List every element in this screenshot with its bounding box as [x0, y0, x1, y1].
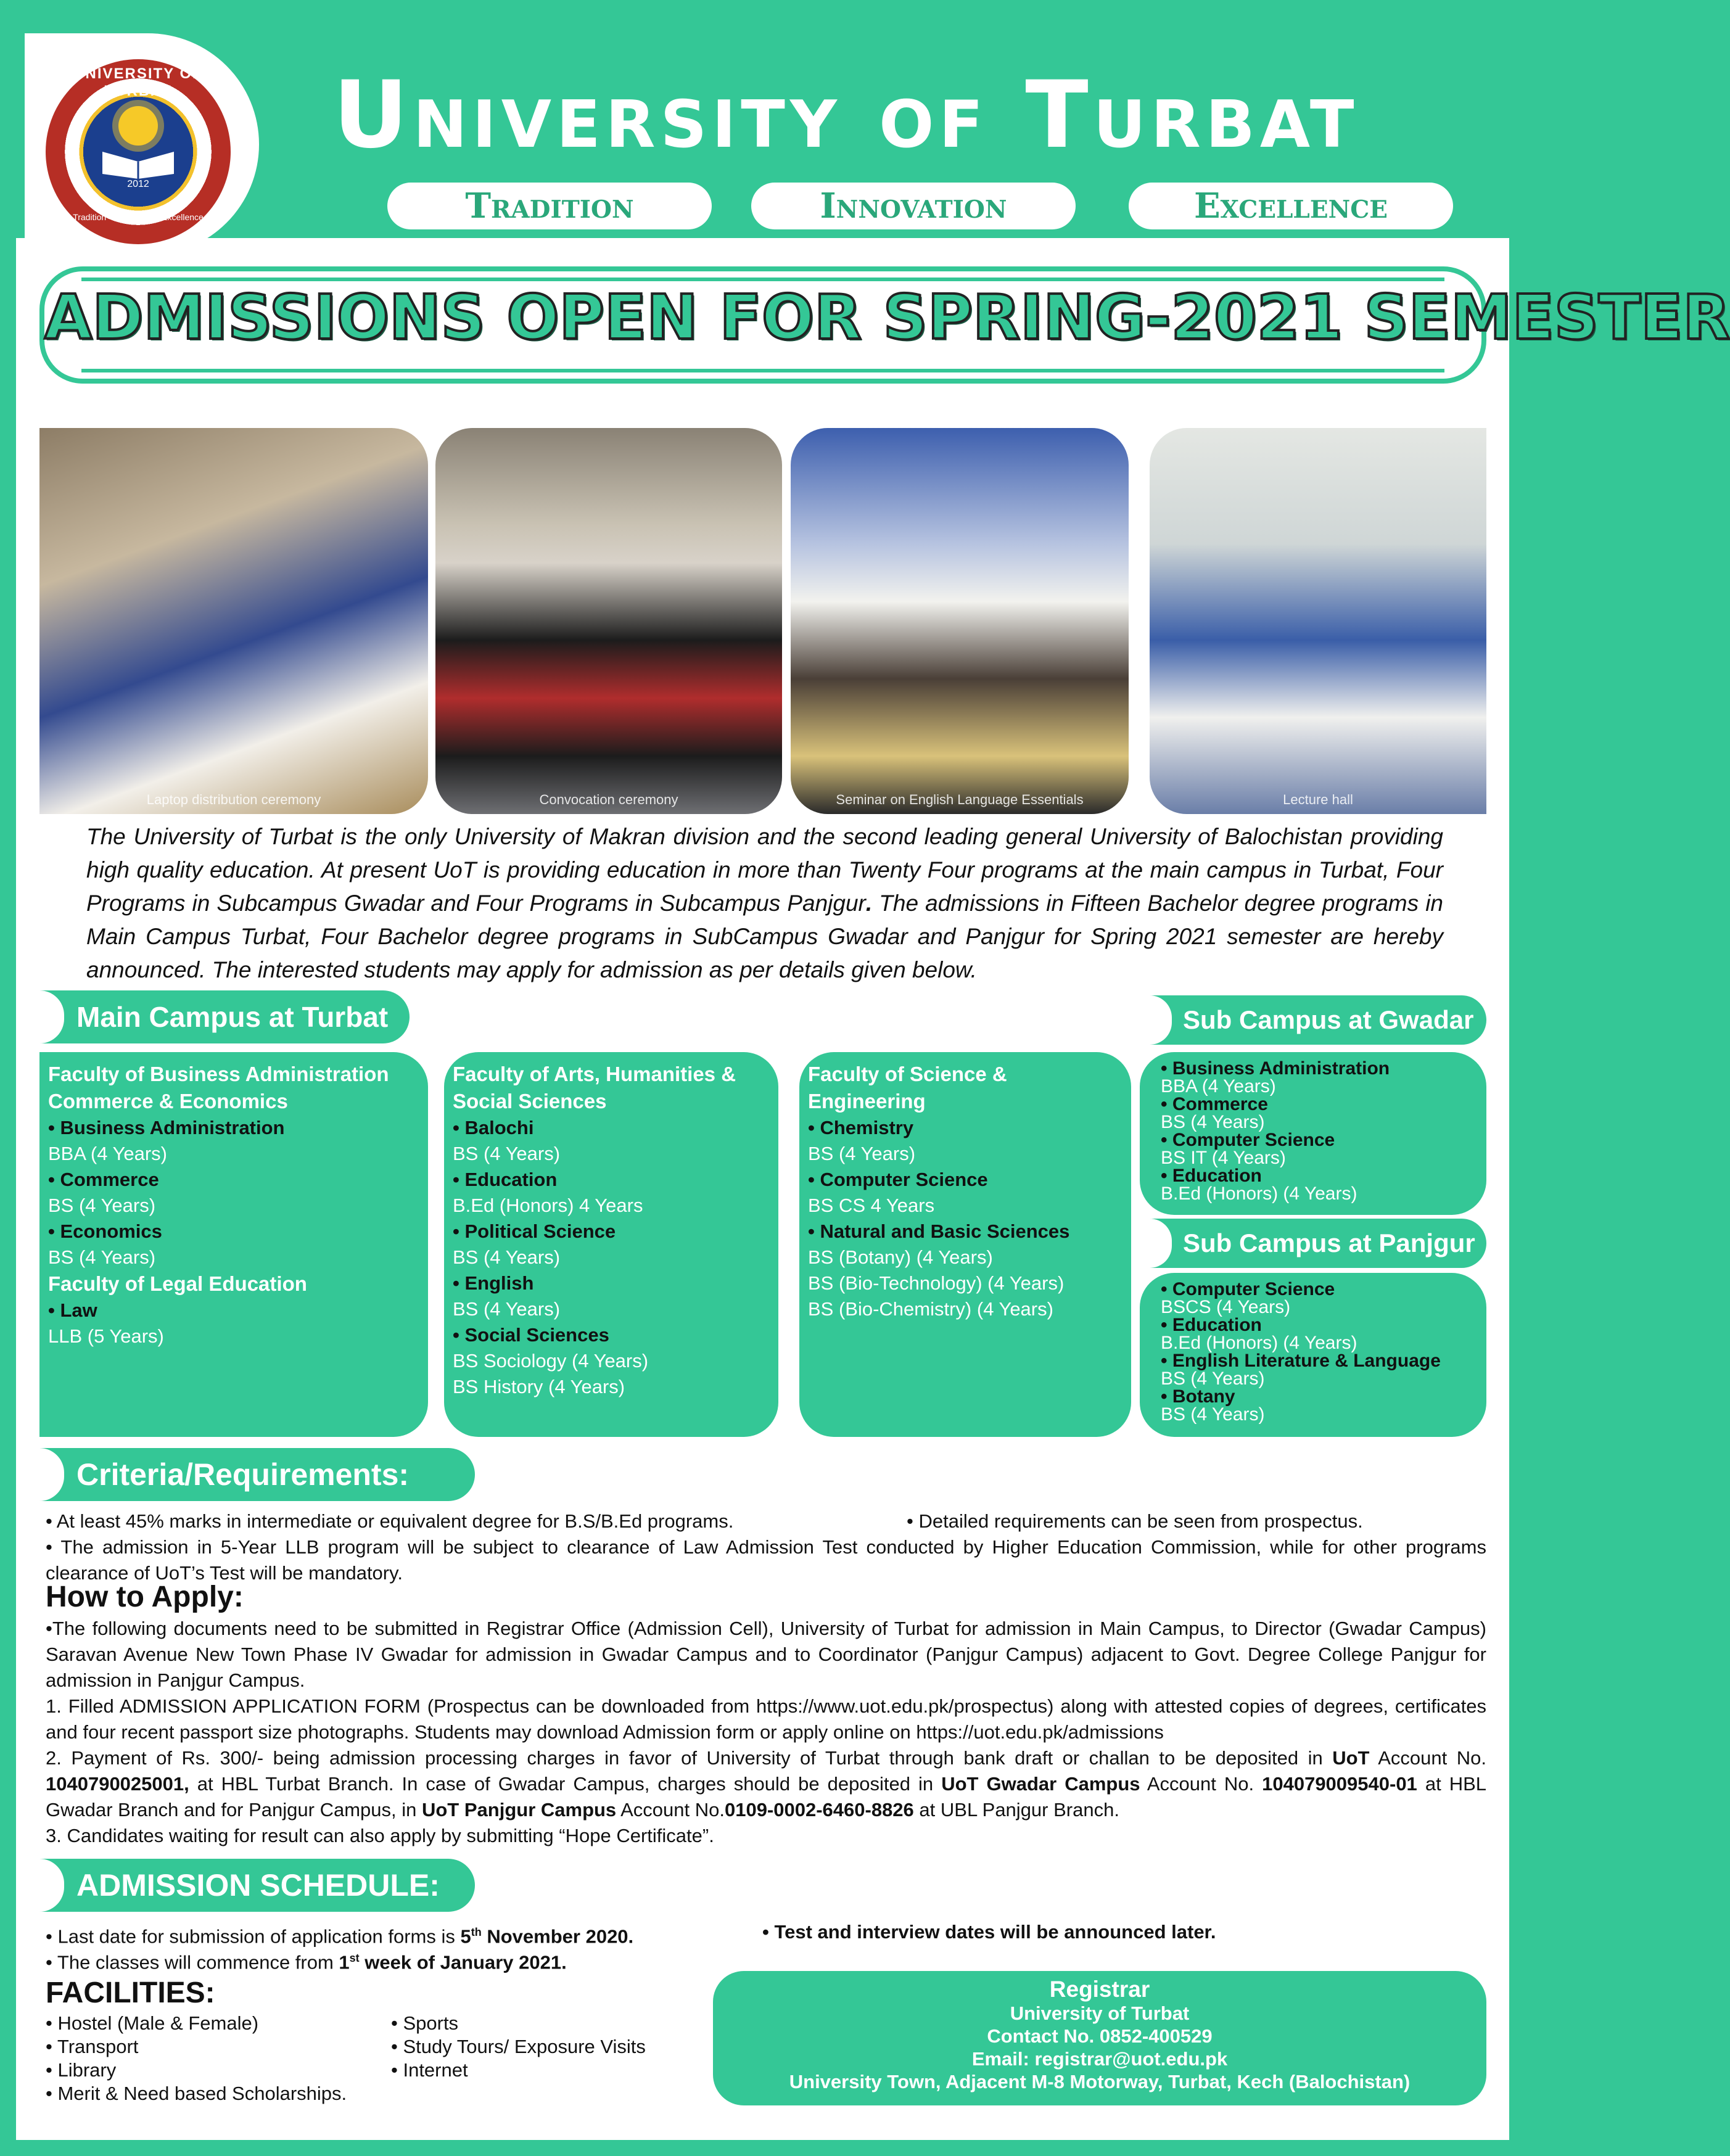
photo-caption: Seminar on English Language Essentials: [836, 792, 1084, 807]
step2-text: Account No.: [1140, 1773, 1262, 1795]
degree-duration: BS IT (4 Years): [1161, 1148, 1286, 1168]
photo-lecture-hall: [1150, 428, 1486, 814]
faculty-title: Faculty of Science & Engineering: [808, 1063, 1007, 1113]
program-name: • English Literature & Language: [1161, 1351, 1441, 1371]
photo-caption: Convocation ceremony: [539, 792, 678, 807]
program-name: • Political Science: [453, 1220, 616, 1242]
degree-duration: BS (4 Years): [1161, 1404, 1265, 1425]
degree-duration: BSCS (4 Years): [1161, 1297, 1291, 1317]
criteria-heading: [39, 1448, 475, 1501]
sun-icon: [118, 106, 158, 146]
photo-caption: Lecture hall: [1283, 792, 1353, 807]
facility-item: • Library: [46, 2059, 117, 2081]
schedule-date: November 2020.: [481, 1925, 634, 1948]
degree-duration: BBA (4 Years): [1161, 1076, 1276, 1097]
schedule-date: 5: [460, 1925, 471, 1948]
degree-duration: BBA (4 Years): [48, 1143, 168, 1164]
intro-paragraph: [86, 820, 1443, 987]
faculty-arts-box: [444, 1052, 778, 1437]
logo-motto: Tradition • Innovation • Excellence: [73, 212, 204, 222]
step2-text: at HBL Gwadar Branch and for Panjgur Campus, in: [46, 1773, 1487, 1821]
degree-duration: BS (4 Years): [48, 1195, 156, 1216]
apply-step-1: 1. Filled ADMISSION APPLICATION FORM (Prospectus can be downloaded from https://www.uot.edu.pk/prospectus) along with attested copies of degrees, certificates and four recent passport size photographs. Students may download Admission form or apply online on https://uot.edu.pk/admissions: [46, 1695, 1486, 1743]
schedule-test-dates: • Test and interview dates will be announced later.: [762, 1921, 1216, 1943]
program-name: • Education: [453, 1169, 558, 1190]
registrar-email: Email: registrar@uot.edu.pk: [971, 2048, 1228, 2070]
schedule-date: week of January 2021.: [359, 1951, 567, 1973]
step2-text: 2. Payment of Rs. 300/- being admission processing charges in favor of University of Turbat through bank draft or challan to be deposited in: [46, 1747, 1333, 1769]
criteria-item-marks: • At least 45% marks in intermediate or equivalent degree for B.S/B.Ed programs.: [46, 1510, 734, 1532]
schedule-heading: [39, 1859, 475, 1912]
schedule-ordinal: st: [349, 1952, 360, 1964]
registrar-phone: Contact No. 0852-400529: [987, 2025, 1213, 2047]
registrar-title: Registrar: [1049, 1977, 1150, 2002]
degree-duration: BS (4 Years): [453, 1298, 561, 1320]
faculty-business-box: [39, 1052, 428, 1437]
banner-heading: ADMISSIONS OPEN FOR SPRING-2021 SEMESTER: [44, 281, 1730, 353]
schedule-text: • Last date for submission of application forms is: [46, 1925, 461, 1948]
degree-duration: BS (Bio-Chemistry) (4 Years): [808, 1298, 1053, 1320]
facility-item: • Sports: [391, 2012, 459, 2034]
program-name: • Chemistry: [808, 1117, 914, 1138]
apply-step-3: 3. Candidates waiting for result can also apply by submitting “Hope Certificate”.: [46, 1825, 714, 1846]
logo-ring-text: UNIVERSITY OF TURBAT: [73, 65, 203, 99]
facility-item: • Internet: [391, 2059, 468, 2081]
degree-duration: BS (Bio-Technology) (4 Years): [808, 1272, 1065, 1294]
degree-duration: BS Sociology (4 Years): [453, 1350, 649, 1372]
apply-documents-text: •The following documents need to be submitted in Registrar Office (Admission Cell), University of Turbat for admission in Main Campus, to Director (Gwadar Campus) Saravan Avenue New Town Phase IV Gwadar for admission in Gwadar Campus and to Coordinator (Panjgur Campus) adjacent to Govt. Degree College Panjgur for admission in Panjgur Campus.: [46, 1618, 1486, 1691]
main-campus-heading-text: Main Campus at Turbat: [76, 1001, 389, 1033]
schedule-heading-text: ADMISSION SCHEDULE:: [76, 1868, 440, 1903]
program-name: • Computer Science: [808, 1169, 988, 1190]
faculty-title: Faculty of Business Administration Commerce & Economics: [48, 1063, 389, 1113]
motto-excellence: Excellence: [1129, 183, 1453, 229]
faculty-title: Faculty of Arts, Humanities & Social Sciences: [453, 1063, 736, 1113]
schedule-ordinal: th: [471, 1926, 482, 1938]
step2-text: Account No.: [616, 1799, 725, 1821]
degree-duration: BS (4 Years): [48, 1246, 156, 1268]
panjgur-programs-box: [1140, 1273, 1486, 1437]
criteria-item-prospectus: • Detailed requirements can be seen from prospectus.: [907, 1510, 1363, 1532]
registrar-contact-box: [713, 1971, 1486, 2105]
intro-text-2: The admissions in Fifteen Bachelor degree programs in Main Campus Turbat, Four Bachelor degree programs in SubCampus Gwadar and Panjgur for Spring 2021 semester are hereby announced. The interested students may apply for admission as per details given below.: [86, 891, 1443, 982]
facilities-heading: FACILITIES:: [46, 1977, 215, 2009]
degree-duration: B.Ed (Honors) 4 Years: [453, 1195, 643, 1216]
gwadar-heading: [1150, 995, 1486, 1045]
degree-duration: BS (4 Years): [1161, 1112, 1265, 1132]
facility-item: • Hostel (Male & Female): [46, 2012, 259, 2034]
degree-duration: LLB (5 Years): [48, 1325, 164, 1347]
facility-item: • Merit & Need based Scholarships.: [46, 2083, 347, 2104]
program-name: • Law: [48, 1299, 97, 1321]
photo-convocation: [435, 428, 782, 814]
panjgur-heading-text: Sub Campus at Panjgur: [1183, 1228, 1475, 1257]
book-icon: [100, 146, 176, 179]
facilities-list-1: [46, 2012, 347, 2105]
program-name: • Computer Science: [1161, 1279, 1335, 1299]
program-name: • Botany: [1161, 1386, 1235, 1407]
motto-tradition: Tradition: [387, 183, 712, 229]
program-name: • Natural and Basic Sciences: [808, 1220, 1070, 1242]
degree-duration: BS (Botany) (4 Years): [808, 1246, 993, 1268]
program-name: • Business Administration: [1161, 1058, 1390, 1079]
program-name: • Business Administration: [48, 1117, 285, 1138]
registrar-address: University Town, Adjacent M-8 Motorway, Turbat, Kech (Balochistan): [789, 2071, 1411, 2092]
intro-text-1: The University of Turbat is the only University of Makran division and the second leading general University of Balochistan providing high quality education. At present UoT is providing education in more than Twenty Four programs at the main campus in Turbat, Four Programs in Subcampus Gwadar and Four Programs in Subcampus Panjgur: [86, 824, 1443, 916]
program-name: • Economics: [48, 1220, 162, 1242]
program-name: • English: [453, 1272, 534, 1294]
photo-seminar: [791, 428, 1129, 814]
program-name: • Commerce: [1161, 1094, 1268, 1114]
criteria-heading-text: Criteria/Requirements:: [76, 1457, 410, 1492]
degree-duration: B.Ed (Honors) (4 Years): [1161, 1333, 1357, 1353]
turbat-account-number: 1040790025001,: [46, 1773, 189, 1795]
gwadar-account-number: 104079009540-01: [1262, 1773, 1417, 1795]
step2-bold: UoT Gwadar Campus: [941, 1773, 1140, 1795]
program-name: • Education: [1161, 1166, 1262, 1186]
intro-bold-period: .: [865, 891, 873, 916]
gwadar-heading-text: Sub Campus at Gwadar: [1183, 1005, 1474, 1034]
university-title: University of Turbat: [333, 62, 1359, 169]
main-campus-heading: [39, 990, 410, 1043]
step2-text: at UBL Panjgur Branch.: [913, 1799, 1119, 1821]
degree-duration: BS (4 Years): [453, 1246, 561, 1268]
program-name: • Education: [1161, 1315, 1262, 1335]
step2-text: Account No.: [1369, 1747, 1486, 1769]
apply-step-2: [46, 1745, 1486, 1823]
photo-caption: Laptop distribution ceremony: [146, 792, 321, 807]
degree-duration: BS CS 4 Years: [808, 1195, 935, 1216]
program-name: • Social Sciences: [453, 1324, 609, 1346]
registrar-org: University of Turbat: [1010, 2002, 1190, 2024]
panjgur-account-number: 0109-0002-6460-8826: [724, 1799, 914, 1821]
degree-duration: BS (4 Years): [453, 1143, 561, 1164]
how-to-apply-heading: How to Apply:: [46, 1581, 244, 1613]
photo-laptop-distribution: [39, 428, 428, 814]
degree-duration: BS History (4 Years): [453, 1376, 625, 1397]
step2-bold: UoT: [1332, 1747, 1370, 1769]
logo-year: 2012: [127, 179, 149, 189]
faculty-science-box: [799, 1052, 1131, 1437]
degree-duration: BS (4 Years): [1161, 1368, 1265, 1389]
university-logo: [46, 59, 231, 244]
gwadar-programs-box: [1140, 1052, 1486, 1215]
admissions-banner: [39, 266, 1730, 384]
facilities-list-2: [391, 2012, 646, 2082]
motto-innovation: Innovation: [751, 183, 1076, 229]
facility-item: • Study Tours/ Exposure Visits: [391, 2036, 646, 2057]
schedule-classes-commence: [46, 1945, 567, 1975]
schedule-text: • The classes will commence from: [46, 1951, 339, 1973]
panjgur-heading: [1150, 1219, 1486, 1268]
degree-duration: B.Ed (Honors) (4 Years): [1161, 1183, 1357, 1204]
faculty-title: Faculty of Legal Education: [48, 1272, 307, 1295]
schedule-date: 1: [339, 1951, 350, 1973]
step2-text: at HBL Turbat Branch. In case of Gwadar Campus, charges should be deposited in: [189, 1773, 942, 1795]
step2-bold: UoT Panjgur Campus: [421, 1799, 617, 1821]
program-name: • Commerce: [48, 1169, 159, 1190]
criteria-item-llb: • The admission in 5-Year LLB program will be subject to clearance of Law Admission Test conducted by Higher Education Commission, while for other programs clearance of UoT’s Test will be mandatory.: [46, 1536, 1486, 1584]
degree-duration: BS (4 Years): [808, 1143, 916, 1164]
program-name: • Balochi: [453, 1117, 534, 1138]
facility-item: • Transport: [46, 2036, 139, 2057]
program-name: • Computer Science: [1161, 1130, 1335, 1150]
